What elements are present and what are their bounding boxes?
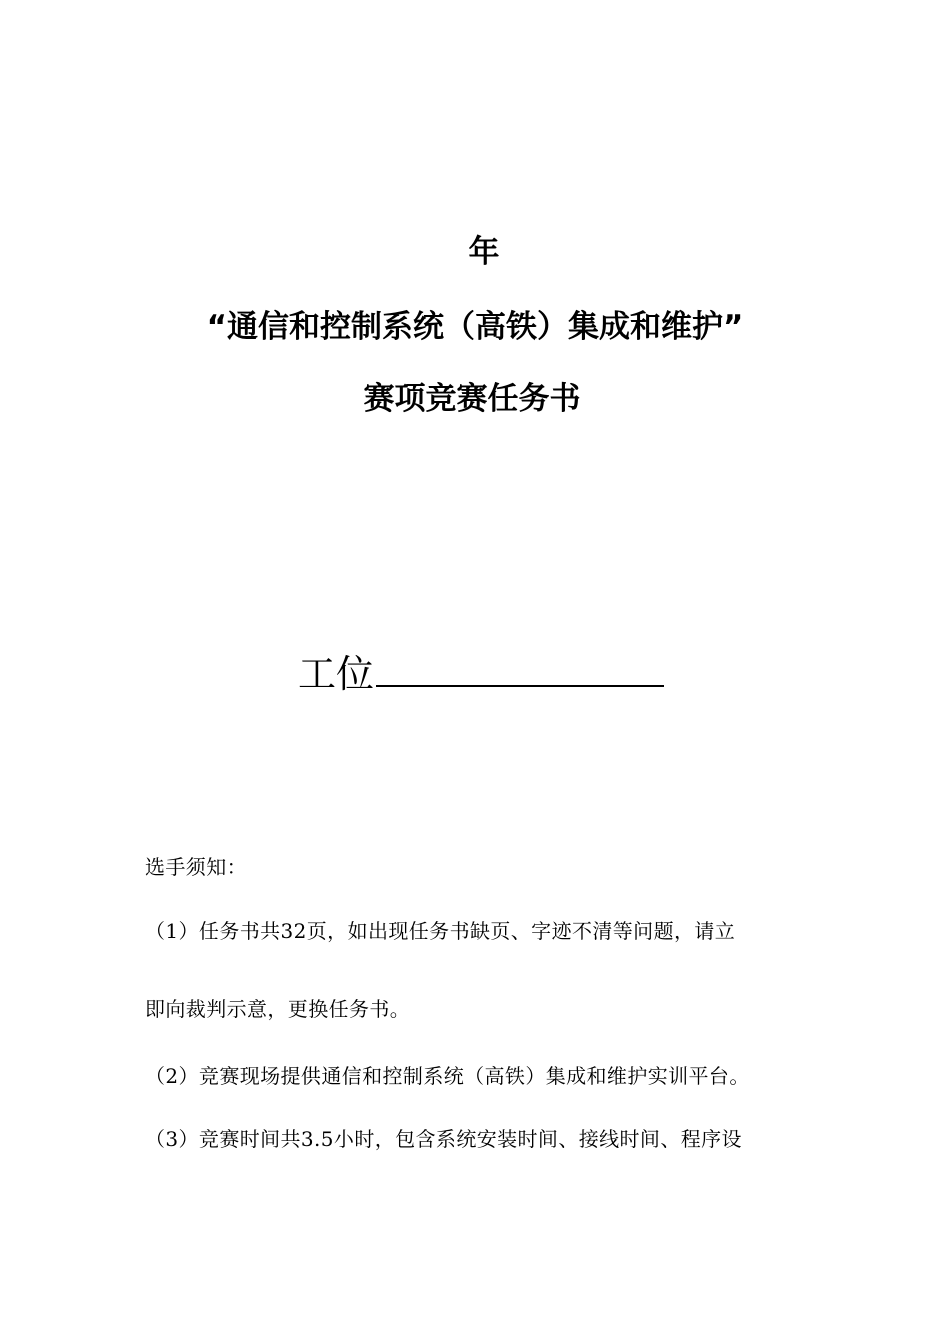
station-blank-line	[376, 651, 664, 687]
notice-item-3: （3）竞赛时间共3.5小时，包含系统安装时间、接线时间、程序设	[145, 1127, 742, 1151]
notice-item-2: （2）竞赛现场提供通信和控制系统（高铁）集成和维护实训平台。	[145, 1064, 750, 1088]
station-field	[298, 650, 698, 698]
title-event-name: “通信和控制系统（高铁）集成和维护”	[206, 309, 744, 345]
title-year: 年	[468, 234, 500, 270]
title-task-book: 赛项竞赛任务书	[363, 381, 581, 417]
notice-item-1-line-1: （1）任务书共32页，如出现任务书缺页、字迹不清等问题，请立	[145, 919, 736, 943]
station-label: 工位	[298, 652, 375, 696]
notice-item-1-line-2: 即向裁判示意，更换任务书。	[145, 997, 411, 1021]
notice-heading: 选手须知：	[145, 855, 247, 879]
